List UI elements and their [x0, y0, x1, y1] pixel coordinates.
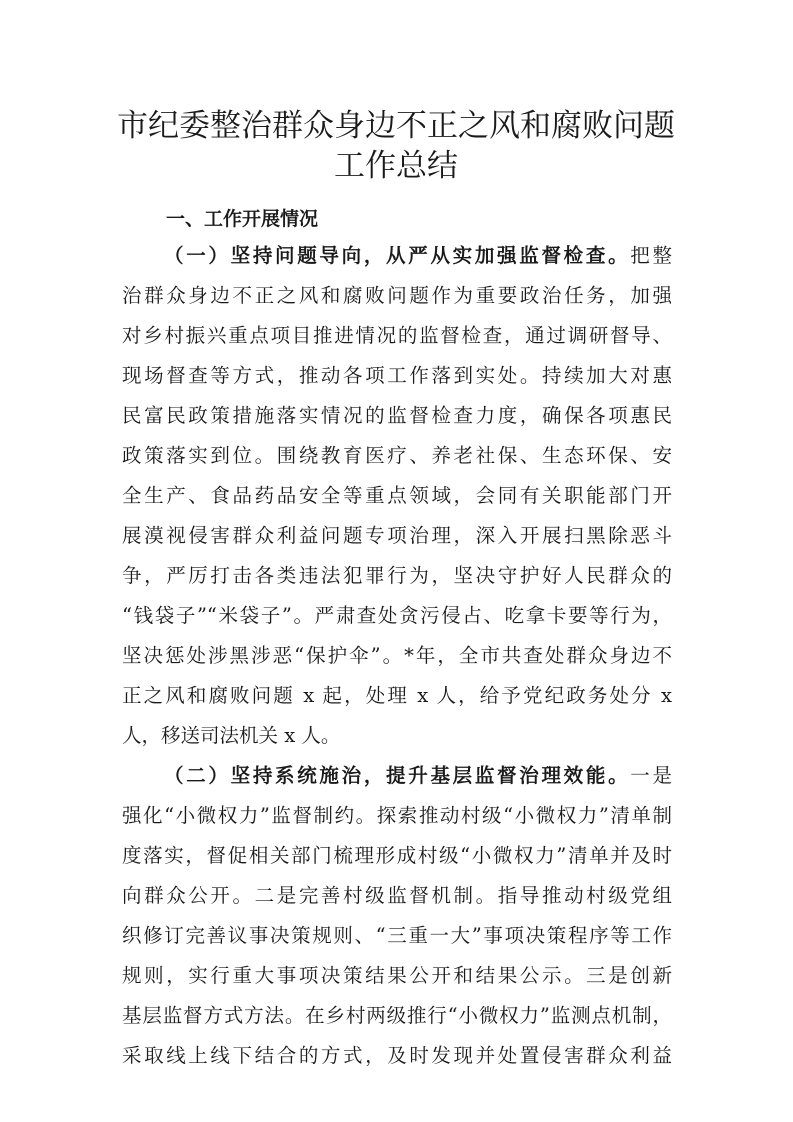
paragraph-line: 治群众身边不正之风和腐败问题作为重要政治任务，加强 — [122, 284, 672, 307]
paragraph-line: 规则，实行重大事项决策结果公开和结果公示。三是创新 — [122, 964, 672, 987]
paragraph-line: 采取线上线下结合的方式，及时发现并处置侵害群众利益 — [122, 1044, 672, 1067]
paragraph-line: 正之风和腐败问题 x 起，处理 x 人，给予党纪政务处分 x — [122, 684, 672, 707]
paragraph-line: 向群众公开。二是完善村级监督机制。指导推动村级党组 — [122, 884, 672, 907]
paragraph-line: “钱袋子”“米袋子”。严肃查处贪污侵占、吃拿卡要等行为， — [122, 604, 672, 627]
document-title-line-2: 工作总结 — [334, 148, 458, 184]
paragraph-line: 对乡村振兴重点项目推进情况的监督检查，通过调研督导、 — [122, 324, 672, 347]
paragraph-line: 人，移送司法机关 x 人。 — [122, 724, 341, 747]
paragraph-line: 基层监督方式方法。在乡村两级推行“小微权力”监测点机制， — [122, 1004, 672, 1027]
paragraph-line: 政策落实到位。围绕教育医疗、养老社保、生态环保、安 — [122, 444, 672, 467]
paragraph-line: 度落实，督促相关部门梳理形成村级“小微权力”清单并及时 — [122, 844, 672, 867]
paragraph-line: 织修订完善议事决策规则、“三重一大”事项决策程序等工作 — [122, 924, 672, 947]
paragraph-line: 展漠视侵害群众利益问题专项治理，深入开展扫黑除恶斗 — [122, 524, 672, 547]
paragraph-line: 全生产、食品药品安全等重点领域，会同有关职能部门开 — [122, 484, 672, 507]
document-title-line-1: 市纪委整治群众身边不正之风和腐败问题 — [117, 108, 675, 144]
paragraph-lead-heading: （一）坚持问题导向，从严从实加强监督检查。 — [164, 244, 631, 267]
paragraph-line — [164, 756, 672, 796]
paragraph-line: 强化“小微权力”监督制约。探索推动村级“小微权力”清单制 — [122, 804, 672, 827]
paragraph-line: 坚决惩处涉黑涉恶“保护伞”。*年，全市共查处群众身边不 — [122, 644, 672, 667]
paragraph-lead-heading: （二）坚持系统施治，提升基层监督治理效能。 — [164, 764, 631, 787]
paragraph-line-text: 把整 — [630, 244, 672, 267]
section-heading: 一、工作开展情况 — [166, 208, 319, 230]
paragraph-line-text: 一是 — [630, 764, 672, 787]
paragraph-line — [164, 236, 672, 276]
paragraph-line: 现场督查等方式，推动各项工作落到实处。持续加大对惠 — [122, 364, 672, 387]
paragraph-line: 争，严厉打击各类违法犯罪行为，坚决守护好人民群众的 — [122, 564, 672, 587]
paragraph-line: 民富民政策措施落实情况的监督检查力度，确保各项惠民 — [122, 404, 672, 427]
